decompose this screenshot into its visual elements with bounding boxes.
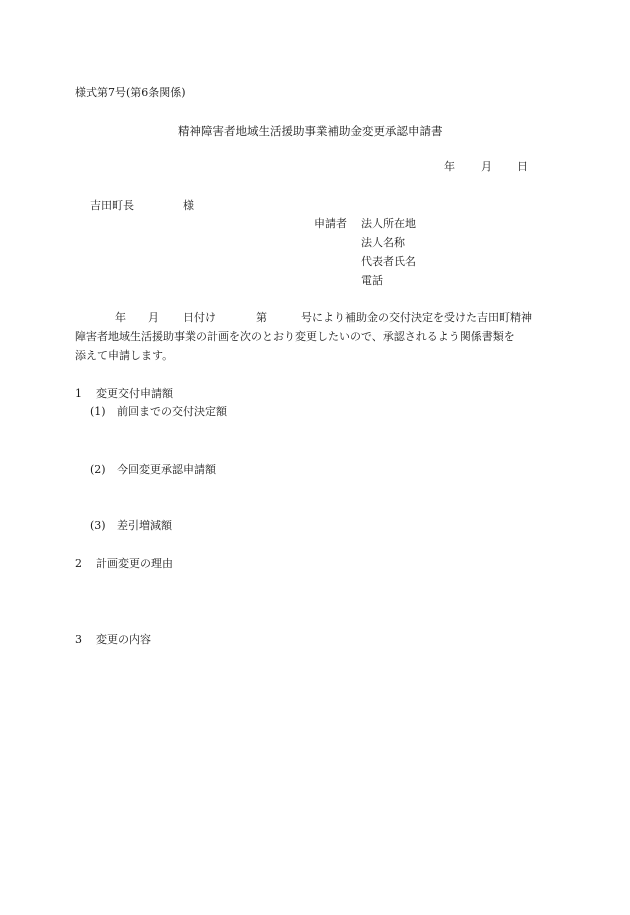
subsection-3-label: 差引増減額 [117,519,172,532]
body-line2: 障害者地域生活援助事業の計画を次のとおり変更したいので、承認されるよう関係書類を [75,330,515,343]
subsection-1-number: (1) [90,405,106,418]
date-year-label: 年 [444,160,455,173]
applicant-corp-name-label: 法人名称 [361,236,405,249]
subsection-2-number: (2) [90,463,106,476]
body-day-dated: 日付け [183,311,216,324]
applicant-rep-label: 代表者氏名 [361,255,416,268]
body-line3: 添えて申請します。 [75,349,174,362]
subsection-1-label: 前回までの交付決定額 [117,405,227,418]
section-1-number: 1 [75,387,82,400]
subsection-3-number: (3) [90,519,106,532]
form-number: 様式第7号(第6条関係) [75,86,186,99]
addressee-name: 吉田町長 [90,199,134,212]
section-3-number: 3 [75,633,82,646]
body-month: 月 [148,311,159,324]
section-3-label: 変更の内容 [96,633,151,646]
date-month-label: 月 [481,160,492,173]
body-dai: 第 [256,311,267,324]
applicant-phone-label: 電話 [361,274,383,287]
document-title: 精神障害者地域生活援助事業補助金変更承認申請書 [178,124,443,138]
body-line1-rest: 号により補助金の交付決定を受けた吉田町精神 [301,311,532,324]
section-1-label: 変更交付申請額 [96,387,173,400]
applicant-address-label: 法人所在地 [361,217,416,230]
date-day-label: 日 [517,160,528,173]
applicant-label: 申請者 [314,217,347,230]
section-2-number: 2 [75,557,82,570]
addressee-honorific: 様 [183,199,194,212]
body-year: 年 [115,311,126,324]
section-2-label: 計画変更の理由 [96,557,173,570]
subsection-2-label: 今回変更承認申請額 [117,463,216,476]
